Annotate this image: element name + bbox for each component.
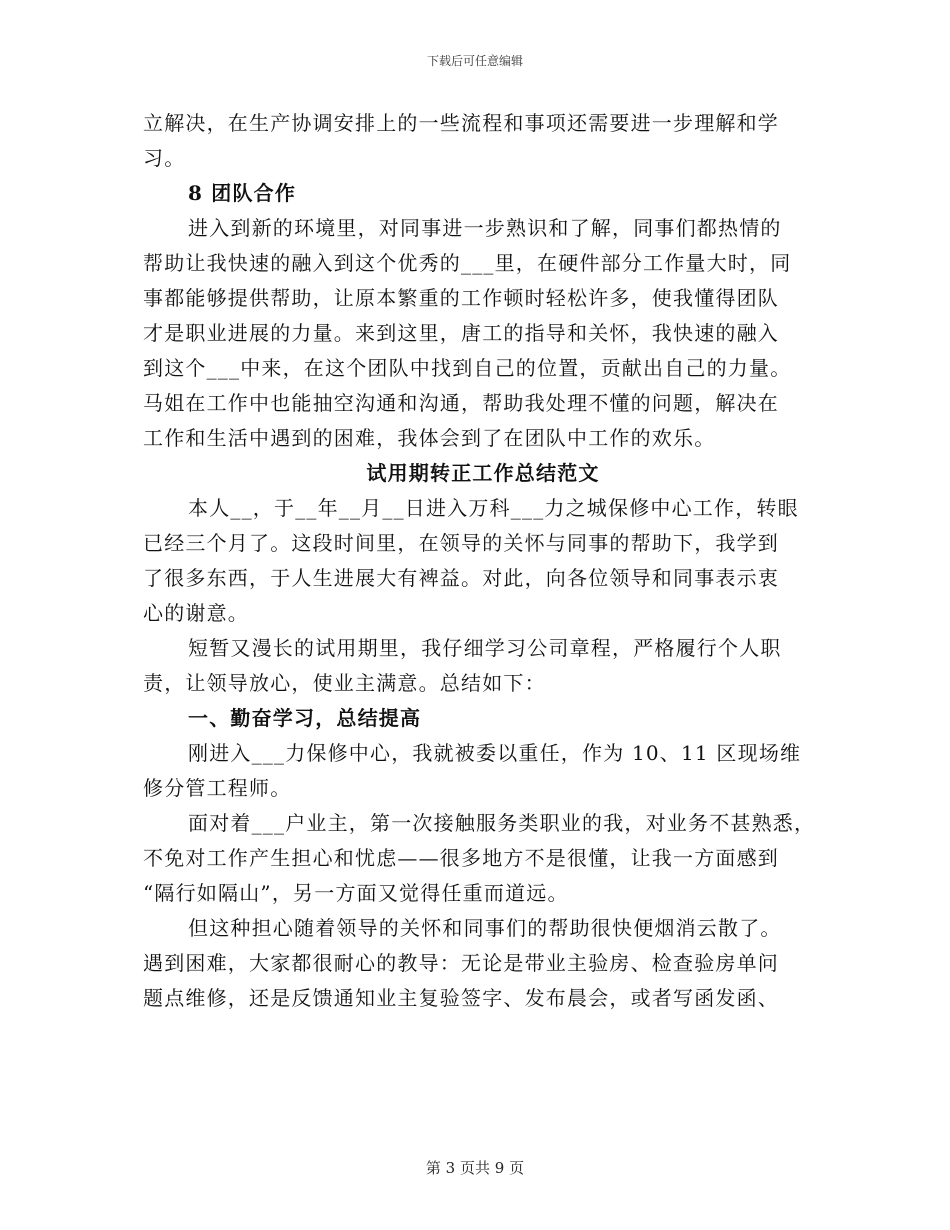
text-line: 帮助让我快速的融入到这个优秀的___里，在硬件部分工作量大时，同 bbox=[143, 251, 792, 275]
text-line: 了很多东西，于人生进展大有裨益。对此，向各位领导和同事表示衷 bbox=[143, 566, 779, 590]
text-line: “隔行如隔山”，另一方面又觉得任重而道远。 bbox=[143, 881, 569, 905]
text-line: 习。 bbox=[143, 146, 186, 170]
text-line: 面对着___户业主，第一次接触服务类职业的我，对业务不甚熟悉， bbox=[188, 811, 816, 835]
text-line: 修分管工程师。 bbox=[143, 776, 292, 800]
text-line: 到这个___中来，在这个团队中找到自己的位置，贡献出自己的力量。 bbox=[143, 356, 792, 380]
text-line: 事都能够提供帮助，让原本繁重的工作顿时轻松许多，使我懂得团队 bbox=[143, 286, 779, 310]
text-line: 刚进入___力保修中心，我就被委以重任，作为 10、11 区现场维 bbox=[188, 741, 802, 765]
section-heading: 一、勤奋学习，总结提高 bbox=[188, 706, 422, 730]
text-line: 但这种担心随着领导的关怀和同事们的帮助很快便烟消云散了。 bbox=[188, 916, 782, 940]
document-body bbox=[143, 106, 823, 1016]
page-footer: 第 3 页共 9 页 bbox=[425, 1159, 525, 1177]
text-line: 才是职业进展的力量。来到这里，唐工的指导和关怀，我快速的融入 bbox=[143, 321, 779, 345]
text-line: 短暂又漫长的试用期里，我仔细学习公司章程，严格履行个人职 bbox=[188, 636, 782, 660]
text-line: 进入到新的环境里，对同事进一步熟识和了解，同事们都热情的 bbox=[188, 216, 782, 240]
text-line: 已经三个月了。这段时间里，在领导的关怀与同事的帮助下，我学到 bbox=[143, 531, 779, 555]
text-line: 本人__，于__年__月__日进入万科___力之城保修中心工作，转眼 bbox=[188, 496, 799, 520]
text-line: 工作和生活中遇到的困难，我体会到了在团队中工作的欢乐。 bbox=[143, 426, 716, 450]
text-line: 立解决，在生产协调安排上的一些流程和事项还需要进一步理解和学 bbox=[143, 111, 779, 135]
page-header: 下载后可任意编辑 bbox=[426, 54, 523, 68]
text-line: 责，让领导放心，使业主满意。总结如下： bbox=[143, 671, 546, 695]
text-line: 遇到困难，大家都很耐心的教导：无论是带业主验房、检查验房单问 bbox=[143, 951, 779, 975]
text-line: 马姐在工作中也能抽空沟通和沟通，帮助我处理不懂的问题，解决在 bbox=[143, 391, 779, 415]
text-line: 心的谢意。 bbox=[143, 601, 249, 625]
document-title: 试用期转正工作总结范文 bbox=[366, 461, 600, 485]
text-line: 题点维修，还是反馈通知业主复验签字、发布晨会，或者写函发函、 bbox=[143, 986, 779, 1010]
section-heading: 8 团队合作 bbox=[188, 181, 297, 205]
text-line: 不免对工作产生担心和忧虑——很多地方不是很懂，让我一方面感到 bbox=[143, 846, 779, 870]
